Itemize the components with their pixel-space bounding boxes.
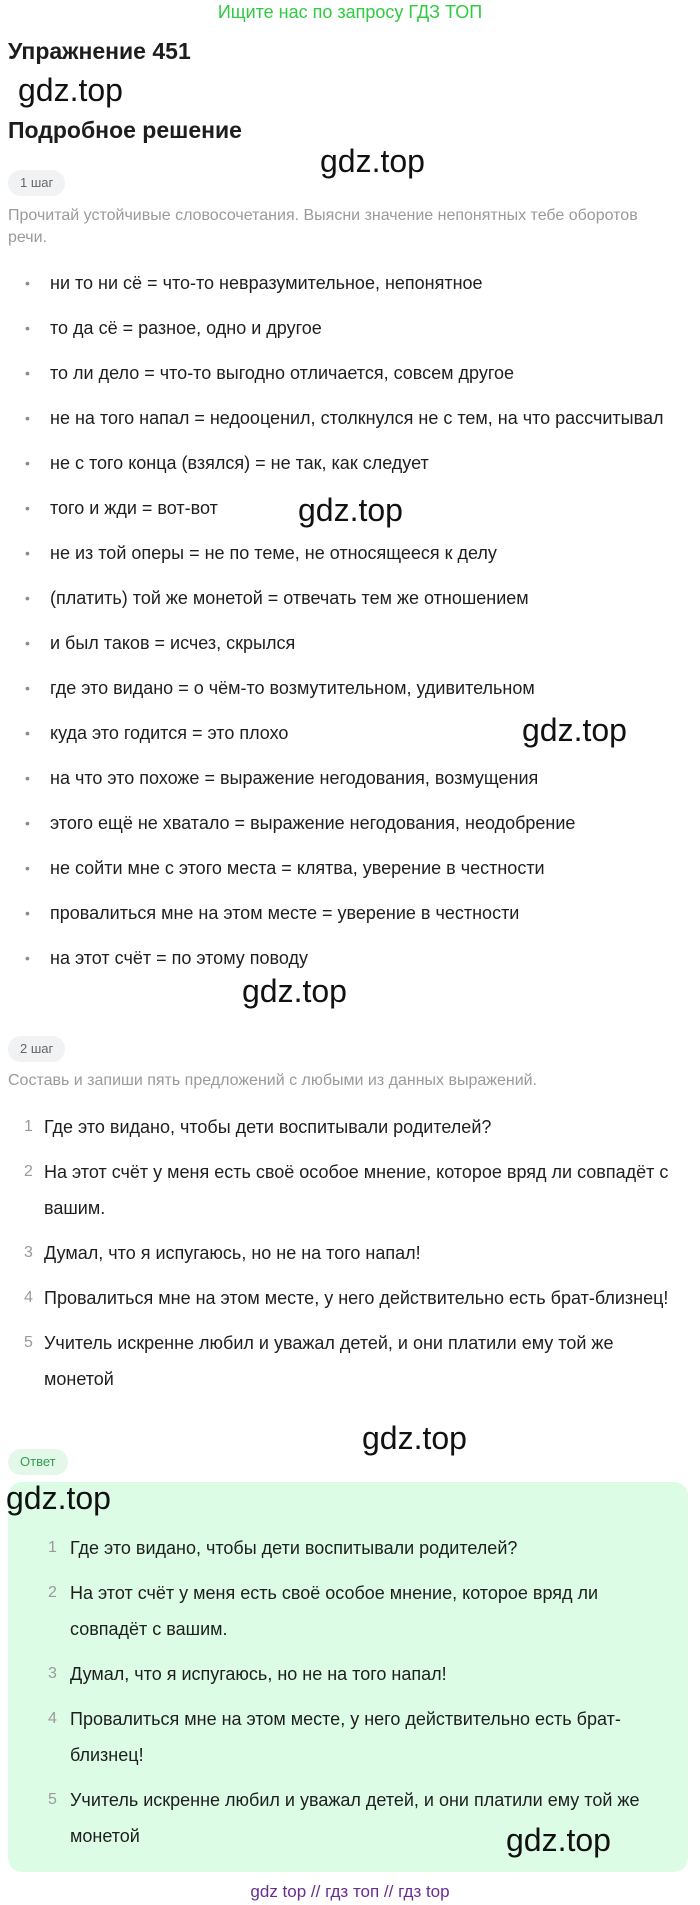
list-item: 2 На этот счёт у меня есть своё особое мнение, которое вряд ли совпадёт с вашим. bbox=[48, 1583, 599, 1639]
step-1-description: Прочитай устойчивые словосочетания. Выясни значение непонятных тебе оборотов речи. bbox=[8, 207, 638, 246]
list-item: 2 На этот счёт у меня есть своё особое мнение, которое вряд ли совпадёт с вашим. bbox=[24, 1162, 669, 1218]
bullet-icon: • bbox=[25, 590, 30, 606]
bullet-icon: • bbox=[25, 275, 30, 291]
step-2-sentence-list bbox=[24, 1109, 684, 1406]
list-item: 5 Учитель искренне любил и уважал детей, и они платили ему той же монетой bbox=[48, 1790, 640, 1846]
step-2-description: Составь и запиши пять предложений с любыми из данных выражений. bbox=[8, 1072, 538, 1089]
list-item: • (платить) той же монетой = отвечать тем же отношением bbox=[0, 580, 700, 625]
list-item: • и был таков = исчез, скрылся bbox=[0, 625, 700, 670]
bullet-icon: • bbox=[25, 680, 30, 696]
list-item: • того и жди = вот-вот bbox=[0, 490, 700, 535]
answer-sentence-list bbox=[48, 1530, 678, 1863]
bullet-icon: • bbox=[25, 725, 30, 741]
bullet-icon: • bbox=[25, 860, 30, 876]
section-title: Подробное решение bbox=[8, 117, 242, 143]
watermark: gdz.top bbox=[320, 143, 425, 179]
footer-links[interactable]: gdz top // гдз топ // гдз top bbox=[250, 1882, 450, 1901]
step-1-badge: 1 шаг bbox=[8, 170, 65, 196]
list-item: • на этот счёт = по этому поводу bbox=[0, 940, 700, 985]
watermark: gdz.top bbox=[506, 1822, 611, 1858]
phrase-list bbox=[0, 265, 700, 985]
watermark: gdz.top bbox=[522, 712, 627, 748]
list-item: 1 Где это видано, чтобы дети воспитывали родителей? bbox=[48, 1538, 518, 1558]
list-item: • куда это годится = это плохо bbox=[0, 715, 700, 760]
bullet-icon: • bbox=[25, 545, 30, 561]
list-item: 1 Где это видано, чтобы дети воспитывали родителей? bbox=[24, 1117, 492, 1137]
list-item: • то да сё = разное, одно и другое bbox=[0, 310, 700, 355]
bullet-icon: • bbox=[25, 500, 30, 516]
list-item: • ни то ни сё = что-то невразумительное, непонятное bbox=[0, 265, 700, 310]
list-item: 4 Провалиться мне на этом месте, у него действительно есть брат-близнец! bbox=[24, 1288, 669, 1308]
list-item: • то ли дело = что-то выгодно отличается, совсем другое bbox=[0, 355, 700, 400]
bullet-icon: • bbox=[25, 950, 30, 966]
bullet-icon: • bbox=[25, 635, 30, 651]
bullet-icon: • bbox=[25, 815, 30, 831]
list-item: 3 Думал, что я испугаюсь, но не на того напал! bbox=[24, 1243, 421, 1263]
watermark: gdz.top bbox=[18, 72, 123, 108]
list-item: • где это видано = о чём-то возмутительном, удивительном bbox=[0, 670, 700, 715]
list-item: • не с того конца (взялся) = не так, как следует bbox=[0, 445, 700, 490]
bullet-icon: • bbox=[25, 365, 30, 381]
watermark: gdz.top bbox=[362, 1420, 467, 1456]
list-item: 3 Думал, что я испугаюсь, но не на того напал! bbox=[48, 1664, 447, 1684]
bullet-icon: • bbox=[25, 410, 30, 426]
list-item: • не на того напал = недооценил, столкнулся не с тем, на что рассчитывал bbox=[0, 400, 700, 445]
page-title: Упражнение 451 bbox=[8, 38, 191, 64]
search-banner: Ищите нас по запросу ГДЗ ТОП bbox=[217, 2, 483, 22]
list-item: • не из той оперы = не по теме, не относящееся к делу bbox=[0, 535, 700, 580]
answer-badge: Ответ bbox=[8, 1449, 68, 1475]
watermark: gdz.top bbox=[242, 973, 347, 1009]
bullet-icon: • bbox=[25, 770, 30, 786]
list-item: • этого ещё не хватало = выражение негодования, неодобрение bbox=[0, 805, 700, 850]
step-2-badge: 2 шаг bbox=[8, 1036, 65, 1062]
list-item: 4 Провалиться мне на этом месте, у него действительно есть брат-близнец! bbox=[48, 1709, 621, 1765]
watermark: gdz.top bbox=[298, 492, 403, 528]
bullet-icon: • bbox=[25, 455, 30, 471]
list-item: 5 Учитель искренне любил и уважал детей, и они платили ему той же монетой bbox=[24, 1333, 614, 1389]
list-item: • на что это похоже = выражение негодования, возмущения bbox=[0, 760, 700, 805]
list-item: • провалиться мне на этом месте = уверение в честности bbox=[0, 895, 700, 940]
list-item: • не сойти мне с этого места = клятва, уверение в честности bbox=[0, 850, 700, 895]
bullet-icon: • bbox=[25, 905, 30, 921]
bullet-icon: • bbox=[25, 320, 30, 336]
watermark: gdz.top bbox=[6, 1480, 111, 1516]
